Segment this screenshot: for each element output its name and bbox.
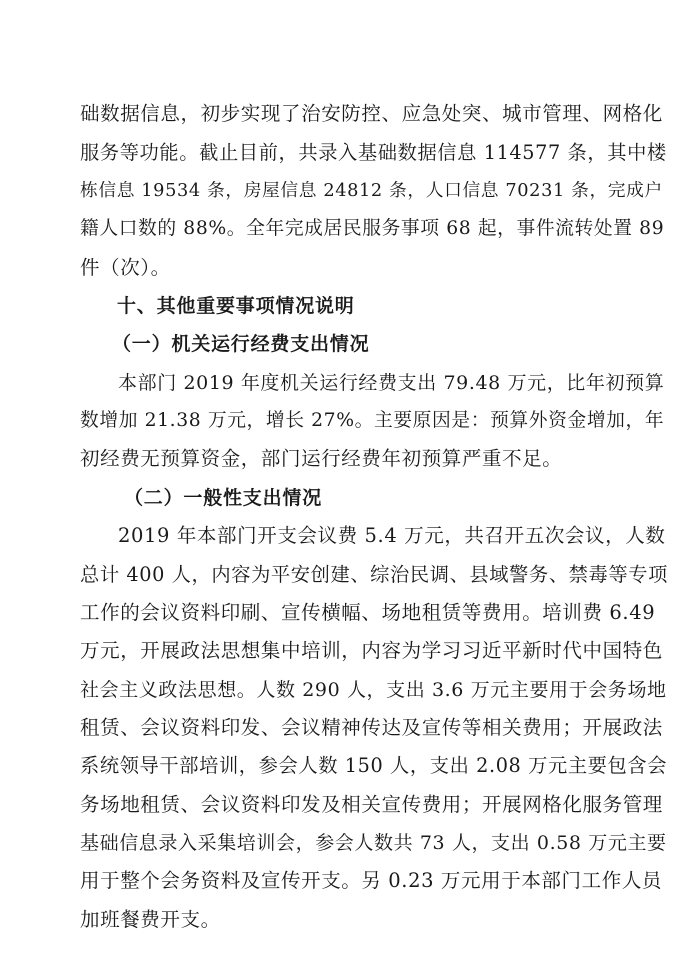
subsection-2-line-1: 2019 年本部门开支会议费 5.4 万元，共召开五次会议，人数 <box>118 524 666 547</box>
intro-line-5: 件（次）。 <box>80 256 171 279</box>
intro-line-2: 服务等功能。截止目前，共录入基础数据信息 114577 条，其中楼 <box>80 141 667 164</box>
subsection-1-heading: （一）机关运行经费支出情况 <box>112 333 370 355</box>
subsection-2-line-9: 基础信息录入采集培训会，参会人数共 73 人，支出 0.58 万元主要 <box>80 832 667 854</box>
subsection-2-line-6: 租赁、会议资料印发、会议精神传达及宣传等相关费用；开展政法 <box>80 716 663 739</box>
intro-line-3: 栋信息 19534 条，房屋信息 24812 条，人口信息 70231 条，完成户 <box>80 181 663 201</box>
subsection-2-line-8: 务场地租赁、会议资料印发及相关宣传费用；开展网格化服务管理 <box>80 793 663 816</box>
subsection-2-line-4: 万元，开展政法思想集中培训，内容为学习习近平新时代中国特色 <box>80 639 663 662</box>
subsection-2-line-3: 工作的会议资料印刷、宣传横幅、场地租赁等费用。培训费 6.49 <box>80 601 656 624</box>
subsection-2-line-10: 用于整个会务资料及宣传开支。另 0.23 万元用于本部门工作人员 <box>80 869 663 892</box>
subsection-1-line-1: 本部门 2019 年度机关运行经费支出 79.48 万元，比年初预算 <box>118 372 665 394</box>
subsection-2-line-2: 总计 400 人，内容为平安创建、综治民调、县域警务、禁毒等专项 <box>80 563 668 586</box>
subsection-2-line-5: 社会主义政法思想。人数 290 人，支出 3.6 万元主要用于会务场地 <box>80 679 667 701</box>
subsection-2-line-7: 系统领导干部培训，参会人数 150 人，支出 2.08 万元主要包含会 <box>80 754 668 777</box>
subsection-2-heading: （二）一般性支出情况 <box>124 487 323 509</box>
intro-line-4: 籍人口数的 88%。全年完成居民服务事项 68 起，事件流转处置 89 <box>80 218 665 239</box>
section-10-heading: 十、其他重要事项情况说明 <box>117 295 355 317</box>
subsection-1-line-3: 初经费无预算资金，部门运行经费年初预算严重不足。 <box>80 447 563 470</box>
subsection-1-line-2: 数增加 21.38 万元，增长 27%。主要原因是：预算外资金增加，年 <box>80 410 665 431</box>
intro-line-1: 础数据信息，初步实现了治安防控、应急处突、城市管理、网格化 <box>80 102 663 125</box>
subsection-2-line-11: 加班餐费开支。 <box>80 908 221 931</box>
